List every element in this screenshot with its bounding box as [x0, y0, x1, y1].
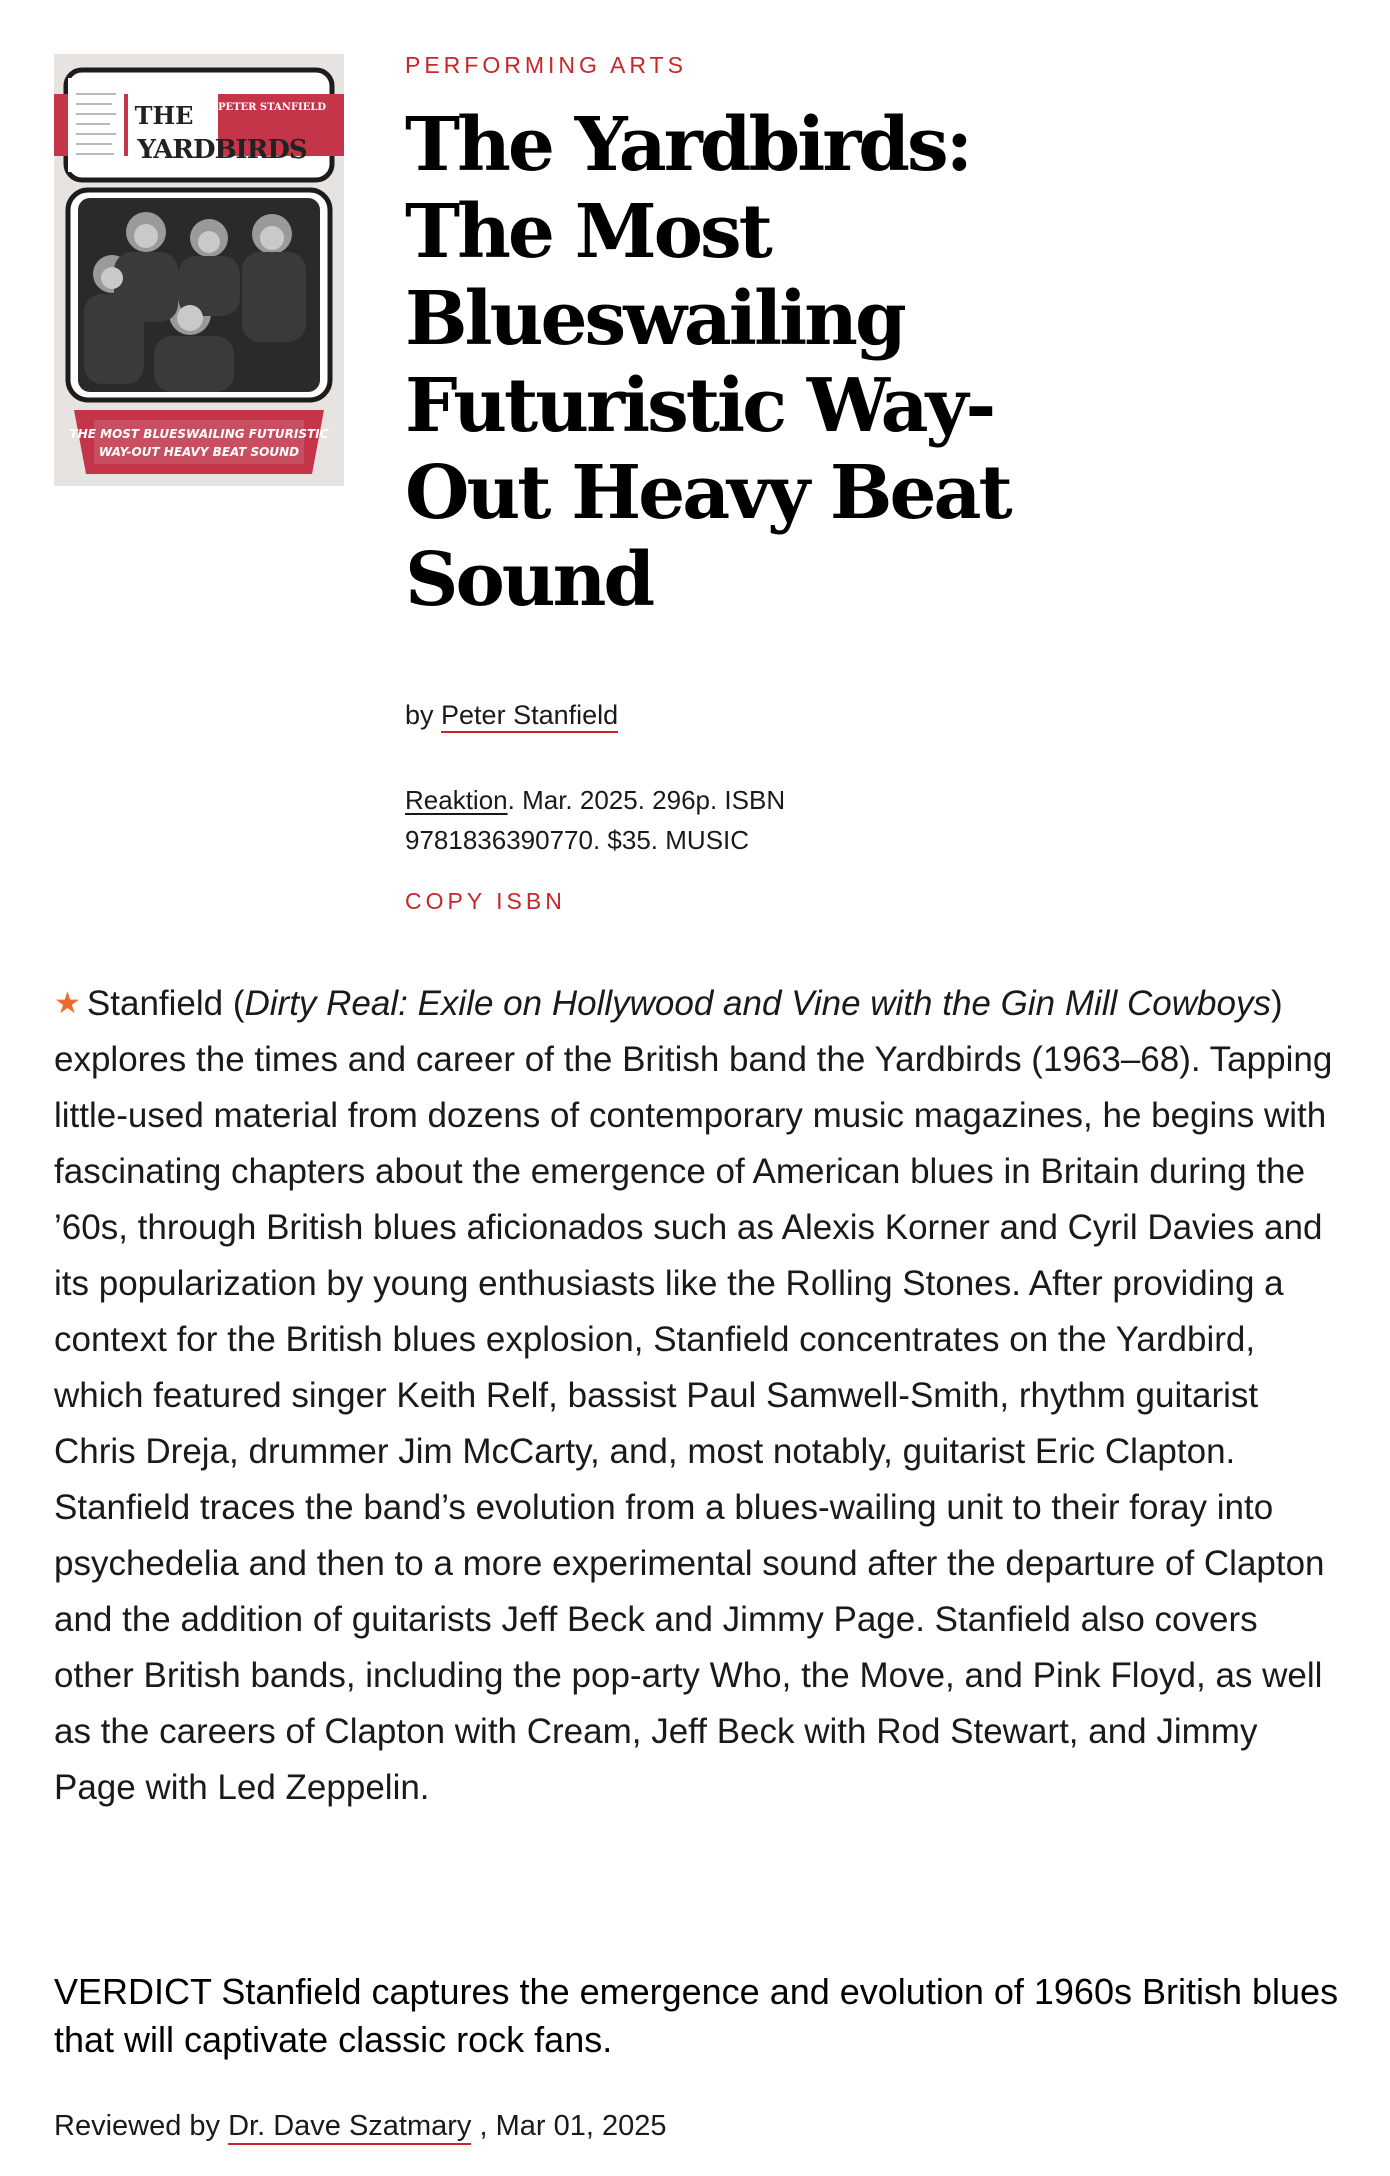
publication-details-line2: 9781836390770. $35. MUSIC	[405, 825, 750, 855]
book-title-line: Sound	[405, 537, 653, 623]
cover-tagline-line2: WAY-OUT HEAVY BEAT SOUND	[98, 445, 300, 459]
review-intro: Stanfield (	[86, 984, 245, 1023]
reviewer-link[interactable]: Dr. Dave Szatmary	[228, 2110, 471, 2145]
reviewed-prefix: Reviewed by	[54, 2110, 229, 2142]
cited-title: Dirty Real: Exile on Hollywood and Vine with the Gin Mill Cowboys	[244, 984, 1271, 1023]
book-title	[405, 102, 1025, 624]
cover-title-line1: THE	[134, 101, 194, 130]
review-date: , Mar 01, 2025	[471, 2110, 667, 2142]
book-cover[interactable]	[54, 54, 344, 486]
book-title-line: The Yardbirds:	[405, 102, 971, 188]
reviewed-by	[54, 2106, 667, 2146]
book-title-line: The Most	[405, 189, 770, 275]
copy-isbn-button[interactable]: COPY ISBN	[405, 888, 566, 914]
author-link[interactable]: Peter Stanfield	[441, 700, 618, 733]
publication-details	[405, 780, 925, 860]
book-title-line: Blueswailing	[405, 276, 904, 362]
book-title-line: Out Heavy Beat	[405, 450, 1010, 536]
star-icon: ★	[54, 987, 81, 1020]
review-text: ) explores the times and career of the British band the Yardbirds (1963–68). Tapping little-used material from dozens of contemporary music magazines, he begins with fascinating chapters about the emergence of American blues in Britain during the ’60s, through British blues aficionados such as Alexis Korner and Cyril Davies and its popularization by young enthusiasts like the Rolling Stones. After providing a context for the British blues explosion, Stanfield concentrates on the Yardbird, which featured singer Keith Relf, bassist Paul Samwell-Smith, rhythm guitarist Chris Dreja, drummer Jim McCarty, and, most notably, guitarist Eric Clapton. Stanfield traces the band’s evolution from a blues-wailing unit to their foray into psychedelia and then to a more experimental sound after the departure of Clapton and the addition of guitarists Jeff Beck and Jimmy Page. Stanfield also covers other British bands, including the pop-arty Who, the Move, and Pink Floyd, as well as the careers of Clapton with Cream, Jeff Beck with Rod Stewart, and Jimmy Page with Led Zeppelin.	[54, 984, 1333, 1807]
byline-prefix: by	[405, 700, 442, 730]
book-title-line: Futuristic Way-	[405, 363, 994, 449]
cover-tagline-line1: THE MOST BLUESWAILING FUTURISTIC	[69, 427, 329, 441]
review-body	[54, 976, 1344, 1816]
category-label[interactable]: PERFORMING ARTS	[405, 52, 687, 78]
book-cover-art	[54, 54, 344, 486]
book-header	[405, 50, 1025, 624]
publication-details-line1: . Mar. 2025. 296p. ISBN	[507, 785, 786, 815]
byline	[405, 700, 618, 731]
publisher-link[interactable]: Reaktion	[405, 785, 508, 815]
verdict: VERDICT Stanfield captures the emergence and evolution of 1960s British blues that will captivate classic rock fans.	[54, 1971, 1339, 2060]
cover-author: PETER STANFIELD	[217, 102, 327, 113]
cover-title-line2: YARDBIRDS	[137, 135, 307, 165]
